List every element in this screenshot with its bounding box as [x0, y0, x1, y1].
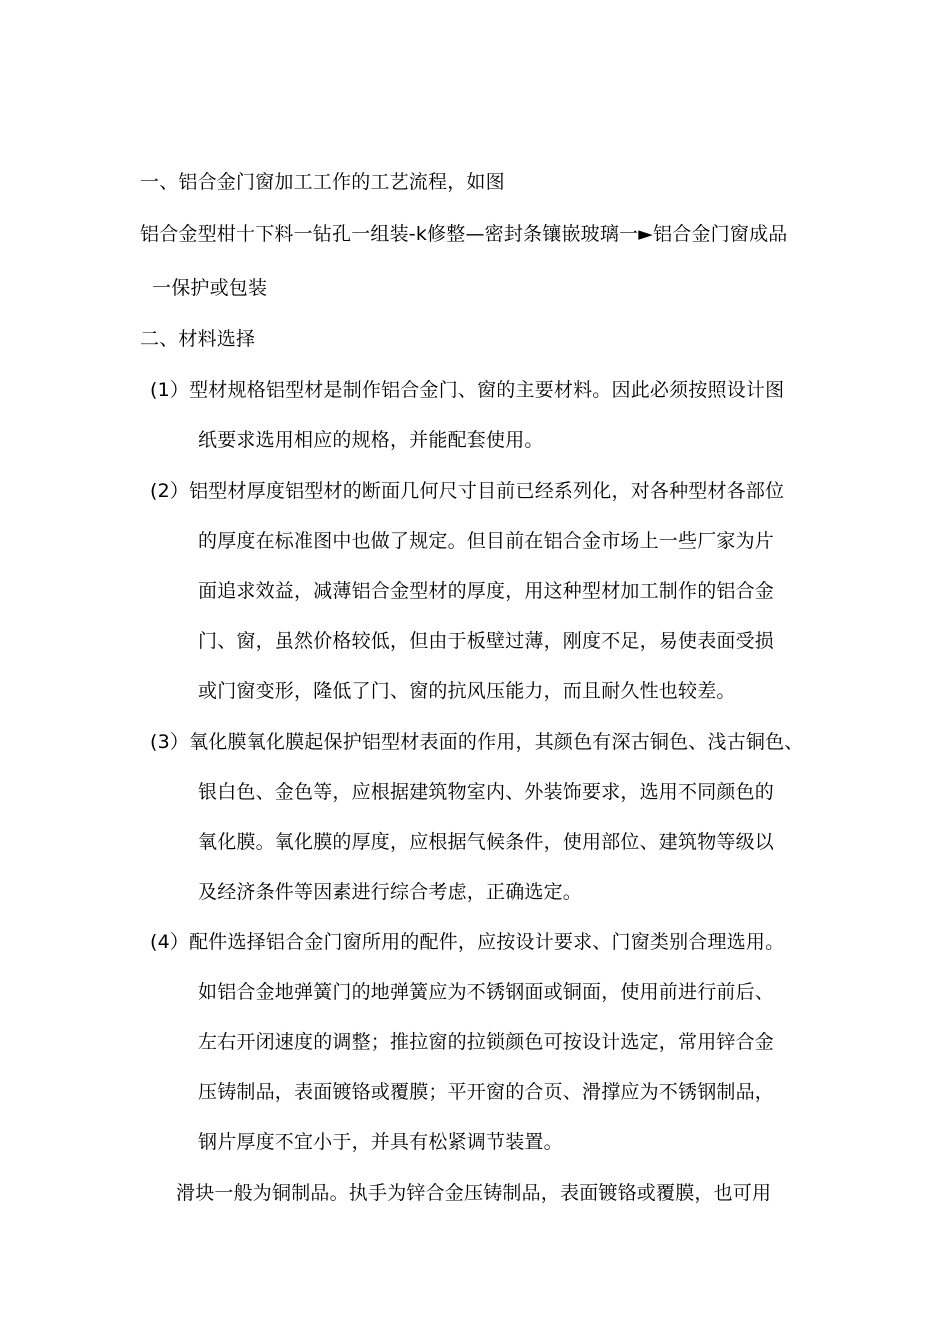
item-4-line-4: 压铸制品，表面镀铬或覆膜；平开窗的合页、滑撑应为不锈钢制品，: [198, 1081, 775, 1103]
item-3-line-3: 氧化膜。氧化膜的厚度，应根据气候条件，使用部位、建筑物等级以: [198, 831, 775, 853]
item-3-line-1: (3）氧化膜氧化膜起保护铝型材表面的作用，其颜色有深古铜色、浅古铜色、: [150, 731, 804, 753]
item-2-line-5: 或门窗变形，隆低了门、窗的抗风压能力，而且耐久性也较差。: [198, 680, 736, 702]
item-3-line-4: 及经济条件等因素进行综合考虑，正确选定。: [198, 881, 583, 903]
heading-process: 一、铝合金门窗加工工作的工艺流程，如图: [140, 171, 505, 193]
item-1-line-1: (1）型材规格铝型材是制作铝合金门、窗的主要材料。因此必须按照设计图: [150, 379, 785, 401]
item-2-line-3: 面追求效益，减薄铝合金型材的厚度，用这种型材加工制作的铝合金: [198, 580, 775, 602]
item-2-line-4: 门、窗，虽然价格较低，但由于板壁过薄，刚度不足，易使表面受损: [198, 630, 775, 652]
item-1-line-2: 纸要求选用相应的规格，并能配套使用。: [198, 429, 544, 451]
item-2-line-2: 的厚度在标准图中也做了规定。但目前在铝合金市场上一些厂家为片: [198, 530, 775, 552]
item-4-line-2: 如铝合金地弹簧门的地弹簧应为不锈钢面或铜面，使用前进行前后、: [198, 981, 775, 1003]
item-2-line-1: (2）铝型材厚度铝型材的断面几何尺寸目前已经系列化，对各种型材各部位: [150, 480, 785, 502]
item-4-line-5: 钢片厚度不宜小于，并具有松紧调节装置。: [198, 1131, 563, 1153]
item-3-line-2: 银白色、金色等，应根据建筑物室内、外装饰要求，选用不同颜色的: [198, 781, 775, 803]
heading-materials: 二、材料选择: [140, 328, 256, 350]
process-flow-line-1: 铝合金型柑十下料一钻孔一组装-k修整—密封条镶嵌玻璃一►铝合金门窗成品: [140, 223, 788, 245]
item-4-line-1: (4）配件选择铝合金门窗所用的配件，应按设计要求、门窗类别合理选用。: [150, 931, 785, 953]
item-4-line-3: 左右开闭速度的调整；推拉窗的拉锁颜色可按设计选定，常用锌合金: [198, 1031, 775, 1053]
process-flow-line-2: 一保护或包装: [152, 277, 268, 299]
trailing-line: 滑块一般为铜制品。执手为锌合金压铸制品，表面镀铬或覆膜，也可用: [176, 1182, 772, 1204]
